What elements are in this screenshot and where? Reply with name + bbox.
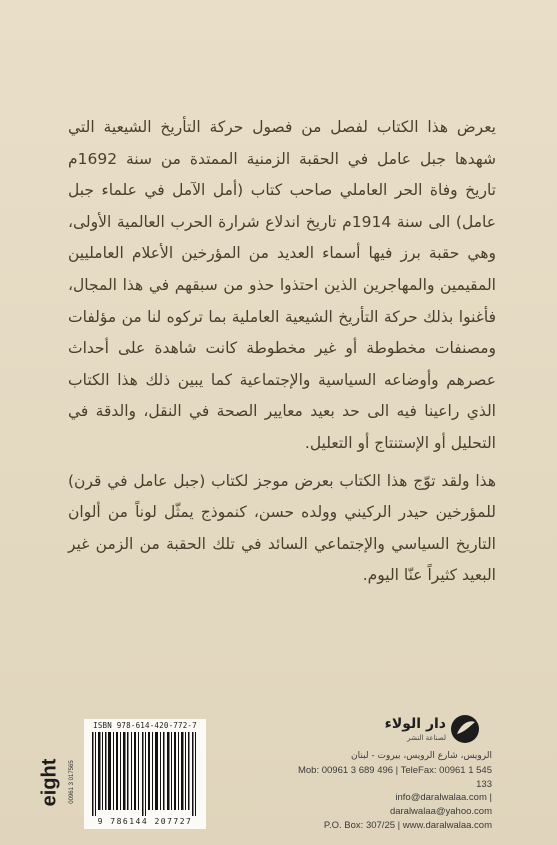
contact-emails: info@daralwalaa.com | daralwalaa@yahoo.com (389, 792, 492, 818)
publisher-name: دار الولاء (384, 716, 446, 732)
blurb-paragraph-2: هذا ولقد توّج هذا الكتاب بعرض موجز لكتاب (جبل عامل في قرن) للمؤرخين حيدر الركيني وولده حسن، كنموذج يمثّل لوناً من ألوان التاريخ السياسي والإجتماعي السائد في تلك الحقبة من الزمن غير البعيد كثيراً عنّا اليوم. (68, 471, 496, 585)
publisher-mark-icon (450, 714, 480, 744)
eight-wordmark: eight (38, 758, 61, 807)
isbn-label: ISBN 978-614-420-772-7 (93, 721, 197, 730)
publisher-contact (292, 750, 492, 833)
contact-address: الرويس، شارع الرويس، بيروت - لبنان (351, 751, 492, 761)
contact-pobox: P.O. Box: 307/25 | www.daralwalaa.com (323, 819, 492, 831)
publisher-tagline: لصناعة النشر (407, 734, 446, 742)
eight-logo (34, 745, 74, 825)
blurb-paragraph-1: يعرض هذا الكتاب لفصل من فصول حركة التأريخ الشيعية التي شهدها جبل عامل في الحقبة الزمنية الممتدة من سنة 1692م تاريخ وفاة الحر العاملي صاحب كتاب (أمل الآمل في علماء جبل عامل) الى سنة 1914م تاريخ اندلاع شرارة الحرب العالمية الأولى، وهي حقبة برز فيها أسماء العديد من المؤرخين الأعلام العامليين المقيمين والمهاجرين الذين احتذوا حذو من سبقهم في هذا المجال، فأغنوا بذلك حركة التأريخ الشيعية العاملية بما تركوه لنا من مؤلفات ومصنفات مخطوطة أو غير مخطوطة كانت شاهدة على أحداث عصرهم وأوضاعه السياسية والإجتماعية كما يبين ذلك هذا الكتاب الذي راعينا فيه الى حد بعيد معايير الصحة في النقل، والدقة في التحليل أو الإستنتاج أو التعليل. (68, 118, 496, 452)
contact-phones: Mob: 00961 3 689 496 | TeleFax: 00961 1 545 133 (297, 764, 492, 790)
publisher-logo (384, 714, 494, 744)
isbn-barcode (84, 719, 206, 829)
blurb (68, 112, 496, 592)
eight-code: 00961 3 017565 (69, 760, 75, 804)
barcode-digits: 9 786144 207727 (97, 817, 193, 826)
barcode-icon (90, 732, 200, 816)
